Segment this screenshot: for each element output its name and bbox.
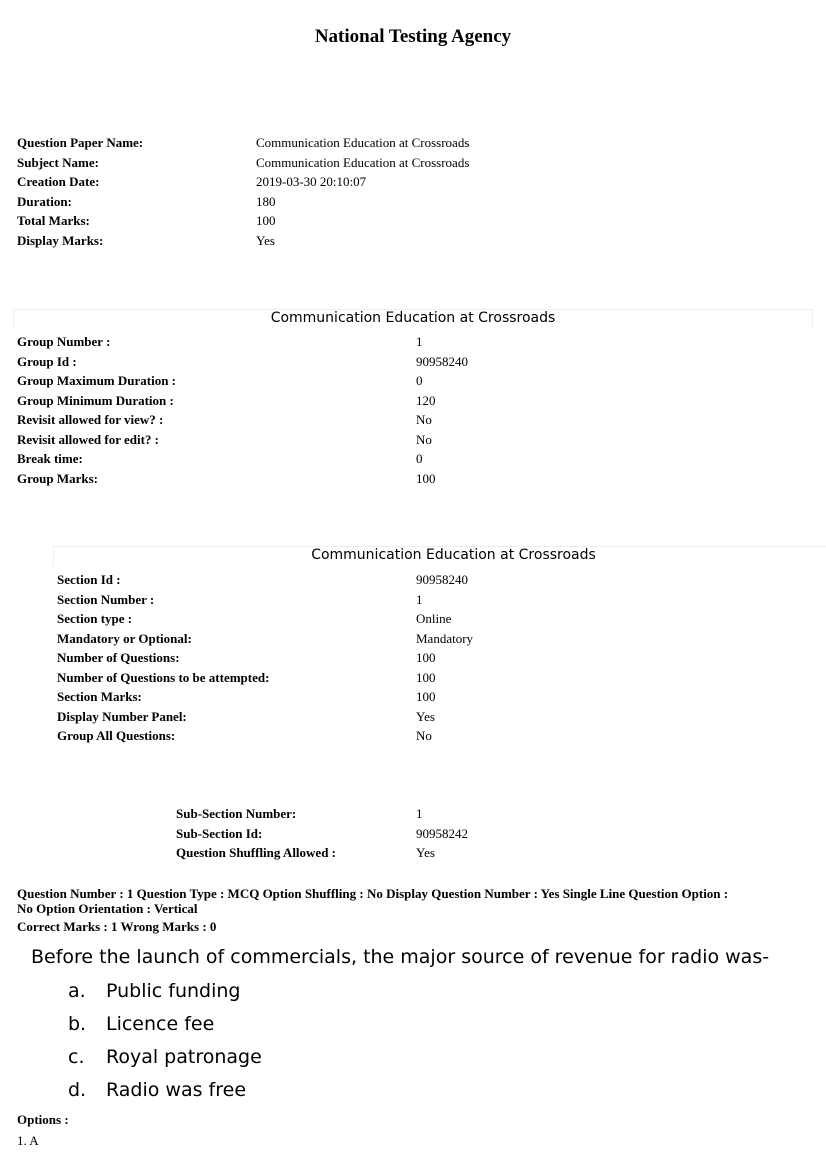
section-label: Number of Questions to be attempted: (57, 669, 270, 685)
section-value: 1 (416, 591, 423, 607)
subsection-value: Yes (416, 845, 435, 860)
group-value: 100 (416, 470, 436, 486)
option-text: Royal patronage (106, 1046, 262, 1068)
paper-label: Question Paper Name: (17, 135, 144, 150)
section-label: Section Id : (57, 572, 121, 587)
section-value: Online (416, 611, 452, 626)
group-value: 0 (416, 373, 423, 388)
section-label: Mandatory or Optional: (57, 630, 192, 646)
options-label: Options : (17, 1112, 69, 1127)
group-label: Group Maximum Duration : (17, 373, 177, 388)
option-text: Radio was free (106, 1079, 247, 1101)
paper-value: 2019-03-30 20:10:07 (256, 174, 367, 189)
section-value: Mandatory (416, 630, 474, 646)
section-banner: Communication Education at Crossroads (53, 546, 826, 566)
section-value: Yes (416, 708, 435, 724)
subsection-info (176, 804, 576, 863)
group-label: Group Minimum Duration : (17, 392, 174, 408)
option-letter: c. (68, 1046, 85, 1068)
paper-label: Subject Name: (17, 154, 99, 170)
section-value: No (416, 728, 432, 743)
paper-value: Communication Education at Crossroads (256, 154, 470, 170)
question-text: Before the launch of commercials, the major source of revenue for radio was- (31, 946, 770, 968)
section-label: Section Number : (57, 591, 155, 607)
group-banner: Communication Education at Crossroads (13, 309, 813, 329)
section-label: Display Number Panel: (57, 708, 187, 724)
marks-line: Correct Marks : 1 Wrong Marks : 0 (17, 919, 217, 934)
paper-label: Creation Date: (17, 174, 100, 189)
subsection-label: Question Shuffling Allowed : (176, 845, 337, 860)
answer-line: 1. A (17, 1133, 39, 1148)
paper-info (17, 133, 517, 250)
section-value: 100 (416, 669, 436, 685)
question-meta-line: No Option Orientation : Vertical (17, 901, 198, 916)
option-text: Public funding (106, 980, 241, 1002)
group-value: No (416, 431, 432, 447)
section-value: 100 (416, 689, 436, 704)
paper-value: 180 (256, 193, 276, 209)
paper-value: Yes (256, 232, 275, 248)
group-value: 90958240 (416, 353, 468, 369)
page-title: National Testing Agency (314, 26, 512, 47)
group-label: Group Marks: (17, 470, 99, 486)
group-info (17, 332, 617, 488)
group-label: Group Number : (17, 334, 111, 349)
section-label: Section Marks: (57, 689, 142, 704)
paper-label: Total Marks: (17, 213, 90, 228)
section-label: Number of Questions: (57, 650, 180, 665)
group-value: 120 (416, 392, 436, 408)
section-info (57, 570, 617, 746)
group-value: 0 (416, 451, 423, 466)
section-label: Section type : (57, 611, 133, 626)
paper-label: Display Marks: (17, 232, 104, 248)
question-meta-line: Question Number : 1 Question Type : MCQ Option Shuffling : No Display Question Number : Yes Single Line Question Option : (17, 886, 729, 901)
group-label: Revisit allowed for view? : (17, 412, 164, 427)
question-meta (17, 886, 807, 916)
section-value: 90958240 (416, 572, 468, 587)
subsection-label: Sub-Section Number: (176, 806, 297, 821)
group-label: Group Id : (17, 353, 77, 369)
paper-label: Duration: (17, 193, 72, 209)
paper-value: Communication Education at Crossroads (256, 135, 470, 150)
group-label: Break time: (17, 451, 83, 466)
subsection-label: Sub-Section Id: (176, 825, 263, 841)
paper-value: 100 (256, 213, 276, 228)
section-label: Group All Questions: (57, 728, 176, 743)
subsection-value: 90958242 (416, 825, 468, 841)
group-value: No (416, 412, 432, 427)
option-letter: d. (68, 1079, 87, 1101)
group-value: 1 (416, 334, 423, 349)
option-letter: b. (68, 1013, 87, 1035)
option-letter: a. (68, 980, 86, 1002)
group-label: Revisit allowed for edit? : (17, 431, 160, 447)
option-text: Licence fee (106, 1013, 215, 1035)
subsection-value: 1 (416, 806, 423, 821)
section-value: 100 (416, 650, 436, 665)
